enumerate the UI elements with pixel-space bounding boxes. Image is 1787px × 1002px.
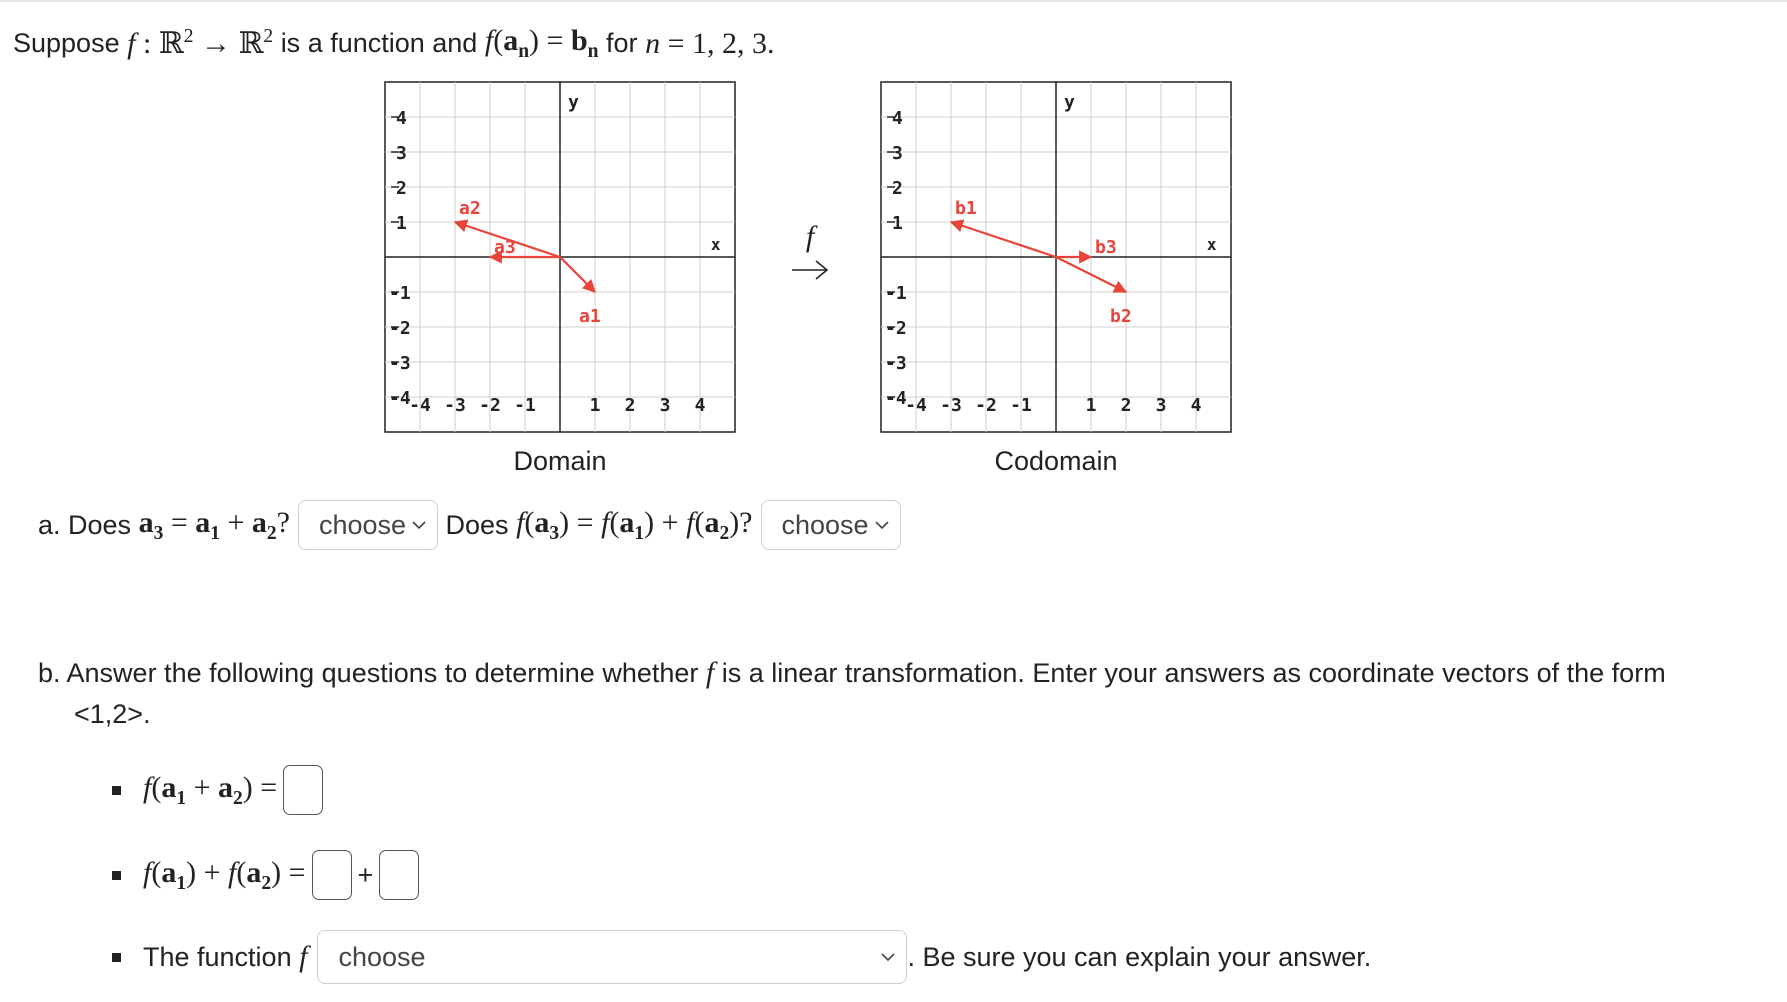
select-value: choose — [781, 509, 869, 540]
x-tick-label: 4 — [1190, 395, 1202, 416]
part-a-select-2[interactable] — [761, 500, 901, 550]
function-label: The function — [143, 941, 292, 972]
part-b-text-1: b. Answer the following questions to determine whether — [38, 657, 699, 688]
part-b-text-3: <1,2>. — [74, 699, 151, 729]
y-tick-label: 1 — [396, 213, 407, 234]
codomain-graph — [880, 81, 1232, 433]
y-tick-label: -4 — [885, 388, 907, 409]
y-tick-label: 1 — [892, 213, 903, 234]
part-a-select-1[interactable] — [298, 500, 438, 550]
bullet-sum-f — [112, 850, 419, 900]
vector-label-a3: a3 — [494, 237, 516, 258]
x-tick-label: 2 — [624, 395, 636, 416]
y-tick-label: -2 — [389, 318, 411, 339]
part-a-label: a. Does — [38, 509, 132, 540]
mapping-arrow — [788, 222, 832, 292]
domain-caption: Domain — [513, 446, 607, 476]
answer-f-sum-input[interactable] — [283, 765, 323, 815]
y-tick-label: -4 — [389, 388, 411, 409]
x-tick-label: 1 — [1085, 395, 1097, 416]
x-tick-label: -1 — [514, 395, 536, 416]
domain-graph — [384, 81, 736, 433]
intro-math-eq: $f(a_n) = b_n$ — [484, 24, 599, 62]
vector-label-b3: b3 — [1095, 237, 1117, 258]
part-b-text-2: is a linear transformation. Enter your answers as coordinate vectors of the form — [721, 657, 1666, 688]
right-arrow-icon — [788, 256, 832, 284]
codomain-caption: Codomain — [994, 446, 1118, 476]
y-tick-label: 2 — [892, 178, 903, 199]
answer-f-a1-input[interactable] — [312, 850, 352, 900]
y-tick-label: -3 — [885, 353, 907, 374]
y-tick-label: 3 — [396, 143, 407, 164]
part-a-math-2: $f(a_3) = f(a_1) + f(a_2)$? — [516, 505, 753, 544]
intro-prefix: Suppose — [13, 28, 120, 58]
x-axis-label: x — [710, 235, 721, 254]
y-tick-label: 4 — [396, 108, 407, 129]
bullet-icon — [112, 871, 121, 880]
mapping-arrow-label: f — [805, 220, 815, 253]
x-tick-label: 3 — [659, 395, 671, 416]
x-tick-label: -1 — [1010, 395, 1032, 416]
bullet-icon — [112, 953, 121, 962]
y-tick-label: -2 — [885, 318, 907, 339]
part-a-math-1: $a_3 = a_1 + a_2$? — [138, 505, 290, 544]
intro-n-values: 1, 2, 3. — [691, 26, 775, 60]
top-divider — [0, 0, 1787, 2]
select-value: choose — [319, 509, 407, 540]
chevron-down-icon — [880, 949, 896, 965]
chevron-down-icon — [874, 517, 890, 533]
x-tick-label: 1 — [589, 395, 601, 416]
x-tick-label: -3 — [940, 395, 962, 416]
bullet-f-sum — [112, 765, 323, 815]
y-axis-label: y — [568, 92, 579, 113]
x-tick-label: 3 — [1155, 395, 1167, 416]
intro-text: is a function and — [280, 28, 478, 58]
vector-label-b2: b2 — [1110, 306, 1132, 327]
select-value: choose — [338, 941, 426, 972]
explain-text: . Be sure you can explain your answer. — [907, 941, 1372, 972]
y-tick-label: 3 — [892, 143, 903, 164]
intro-math-mapping: f : ℝ$^2$ → ℝ$^2$ — [127, 26, 274, 60]
intro-statement — [13, 24, 774, 63]
bullet-icon — [112, 786, 121, 795]
x-tick-label: -3 — [444, 395, 466, 416]
intro-math-n: n = 1, 2, 3. — [645, 26, 775, 60]
vector-label-a1: a1 — [579, 306, 601, 327]
part-a-q2-label: Does — [445, 509, 509, 540]
bullet-function — [112, 930, 1371, 984]
x-tick-label: -2 — [479, 395, 501, 416]
plus-sign: + — [357, 859, 374, 890]
y-tick-label: 2 — [396, 178, 407, 199]
bullet-2-math: $f(a_1) + f(a_2)$ = — [143, 855, 306, 894]
y-tick-label: -1 — [389, 283, 411, 304]
vector-label-a2: a2 — [459, 198, 481, 219]
x-tick-label: -4 — [409, 395, 431, 416]
y-tick-label: 4 — [892, 108, 903, 129]
vector-label-b1: b1 — [955, 198, 977, 219]
x-axis-label: x — [1206, 235, 1217, 254]
chevron-down-icon — [411, 517, 427, 533]
part-b-f: f — [705, 656, 715, 689]
x-tick-label: 2 — [1120, 395, 1132, 416]
linear-transformation-select[interactable] — [317, 930, 907, 984]
intro-for: for — [606, 28, 638, 58]
y-axis-label: y — [1064, 92, 1075, 113]
y-tick-label: -1 — [885, 283, 907, 304]
x-tick-label: -2 — [975, 395, 997, 416]
answer-f-a2-input[interactable] — [379, 850, 419, 900]
x-tick-label: 4 — [694, 395, 706, 416]
part-a — [38, 500, 901, 550]
part-b-text — [38, 656, 1666, 690]
bullet-1-math: $f(a_1 + a_2)$ = — [143, 770, 278, 809]
x-tick-label: -4 — [905, 395, 927, 416]
y-tick-label: -3 — [389, 353, 411, 374]
function-f: f — [299, 940, 308, 973]
